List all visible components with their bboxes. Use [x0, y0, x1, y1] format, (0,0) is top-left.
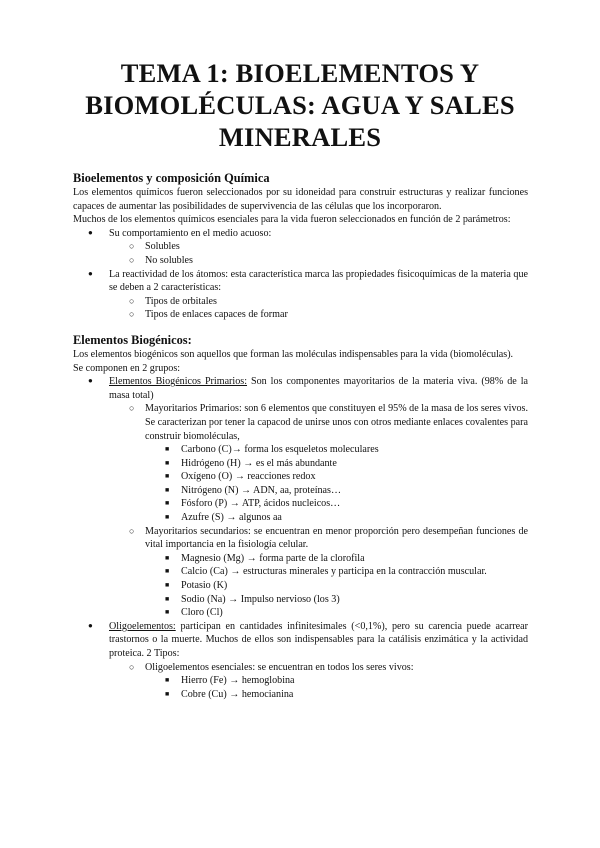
sub-list — [109, 661, 528, 702]
list-item: ○ Tipos de orbitales — [109, 295, 528, 309]
list-item: ■ Cobre (Cu) → hemocianina — [145, 688, 528, 702]
list-item: ■ Oxígeno (O) → reacciones redox — [145, 470, 528, 484]
list-item-text: Mayoritarios secundarios: se encuentran en menor proporción pero desempeñan funciones de vital importancia en la fisiología celular. — [145, 525, 528, 551]
list-item — [109, 402, 528, 524]
list-item: ■ Fósforo (P) → ATP, ácidos nucleicos… — [145, 497, 528, 511]
list-item: ■ Azufre (S) → algunos aa — [145, 511, 528, 525]
list-item-text: Su comportamiento en el medio acuoso: — [109, 227, 272, 239]
document-title: TEMA 1: BIOELEMENTOS Y BIOMOLÉCULAS: AGUA Y SALES MINERALES — [85, 58, 515, 152]
list-item: ■ Nitrógeno (N) → ADN, aa, proteínas… — [145, 484, 528, 498]
oligo-label: Oligoelementos: — [109, 620, 176, 632]
list-item: ■ Hierro (Fe) → hemoglobina — [145, 674, 528, 688]
list-item: ■ Sodio (Na) → Impulso nervioso (los 3) — [145, 593, 528, 607]
bullet-list — [73, 375, 528, 701]
list-item: ○ No solubles — [109, 254, 528, 268]
paragraph: Muchos de los elementos químicos esenciales para la vida fueron seleccionados en función de 2 parámetros: — [73, 214, 511, 226]
bullet-list — [73, 227, 528, 322]
list-item — [73, 268, 528, 322]
list-item: ○ Solubles — [109, 240, 528, 254]
list-item-text: Mayoritarios Primarios: son 6 elementos que constituyen el 95% de la masa de los seres vivos. Se caracterizan por tener la capacod de unirse unos con otros mediante enlaces covalentes para construir biomoléculas, — [145, 403, 528, 442]
primarios-text: Son los componentes mayoritarios de la materia viva. (98% de la masa total) — [109, 376, 528, 401]
sub-list — [109, 240, 528, 267]
list-item — [73, 227, 528, 268]
section-heading-biogenicos: Elementos Biogénicos: — [73, 332, 192, 347]
paragraph: Se componen en 2 grupos: — [73, 362, 181, 374]
list-item — [73, 375, 528, 620]
primarios-label: Elementos Biogénicos Primarios: — [109, 376, 248, 388]
list-item-text: La reactividad de los átomos: esta característica marca las propiedades fisicoquímicas de la materia que se deben a 2 características: — [109, 268, 528, 294]
list-item-text: Oligoelementos esenciales: se encuentran en todos los seres vivos: — [145, 661, 414, 673]
list-item — [109, 525, 528, 620]
sub-list — [109, 402, 528, 620]
list-item: ■ Hidrógeno (H) → es el más abundante — [145, 457, 528, 471]
sub-sub-list — [145, 552, 528, 620]
sub-sub-list — [145, 674, 528, 701]
paragraph: Los elementos químicos fueron seleccionados por su idoneidad para construir estructuras y realizar funciones capaces de aumentar las posibilidades de supervivencia de las células que los incorporaron. — [73, 187, 528, 212]
list-item: ○ Tipos de enlaces capaces de formar — [109, 308, 528, 322]
sub-sub-list — [145, 443, 528, 525]
sub-list — [109, 295, 528, 322]
section-heading-bioelementos: Bioelementos y composición Química — [73, 171, 270, 185]
paragraph: Los elementos biogénicos son aquellos que forman las moléculas indispensables para la vida (biomoléculas). — [73, 348, 514, 360]
list-item: ■ Carbono (C)→ forma los esqueletos moleculares — [145, 443, 528, 457]
oligo-text: participan en cantidades infinitesimales (<0,1%), pero su carencia puede acarrear trastornos o la muerte. Muchos de ellos son indispensables para la catálisis enzimática y la actividad proteica. 2 Tipos: — [109, 620, 528, 659]
list-item: ■ Calcio (Ca) → estructuras minerales y participa en la contracción muscular. — [145, 565, 528, 579]
list-item — [109, 661, 528, 702]
document-body — [73, 170, 528, 701]
list-item: ■ Cloro (Cl) — [145, 606, 528, 620]
list-item: ■ Potasio (K) — [145, 579, 528, 593]
list-item: ■ Magnesio (Mg) → forma parte de la clorofila — [145, 552, 528, 566]
list-item — [73, 620, 528, 702]
